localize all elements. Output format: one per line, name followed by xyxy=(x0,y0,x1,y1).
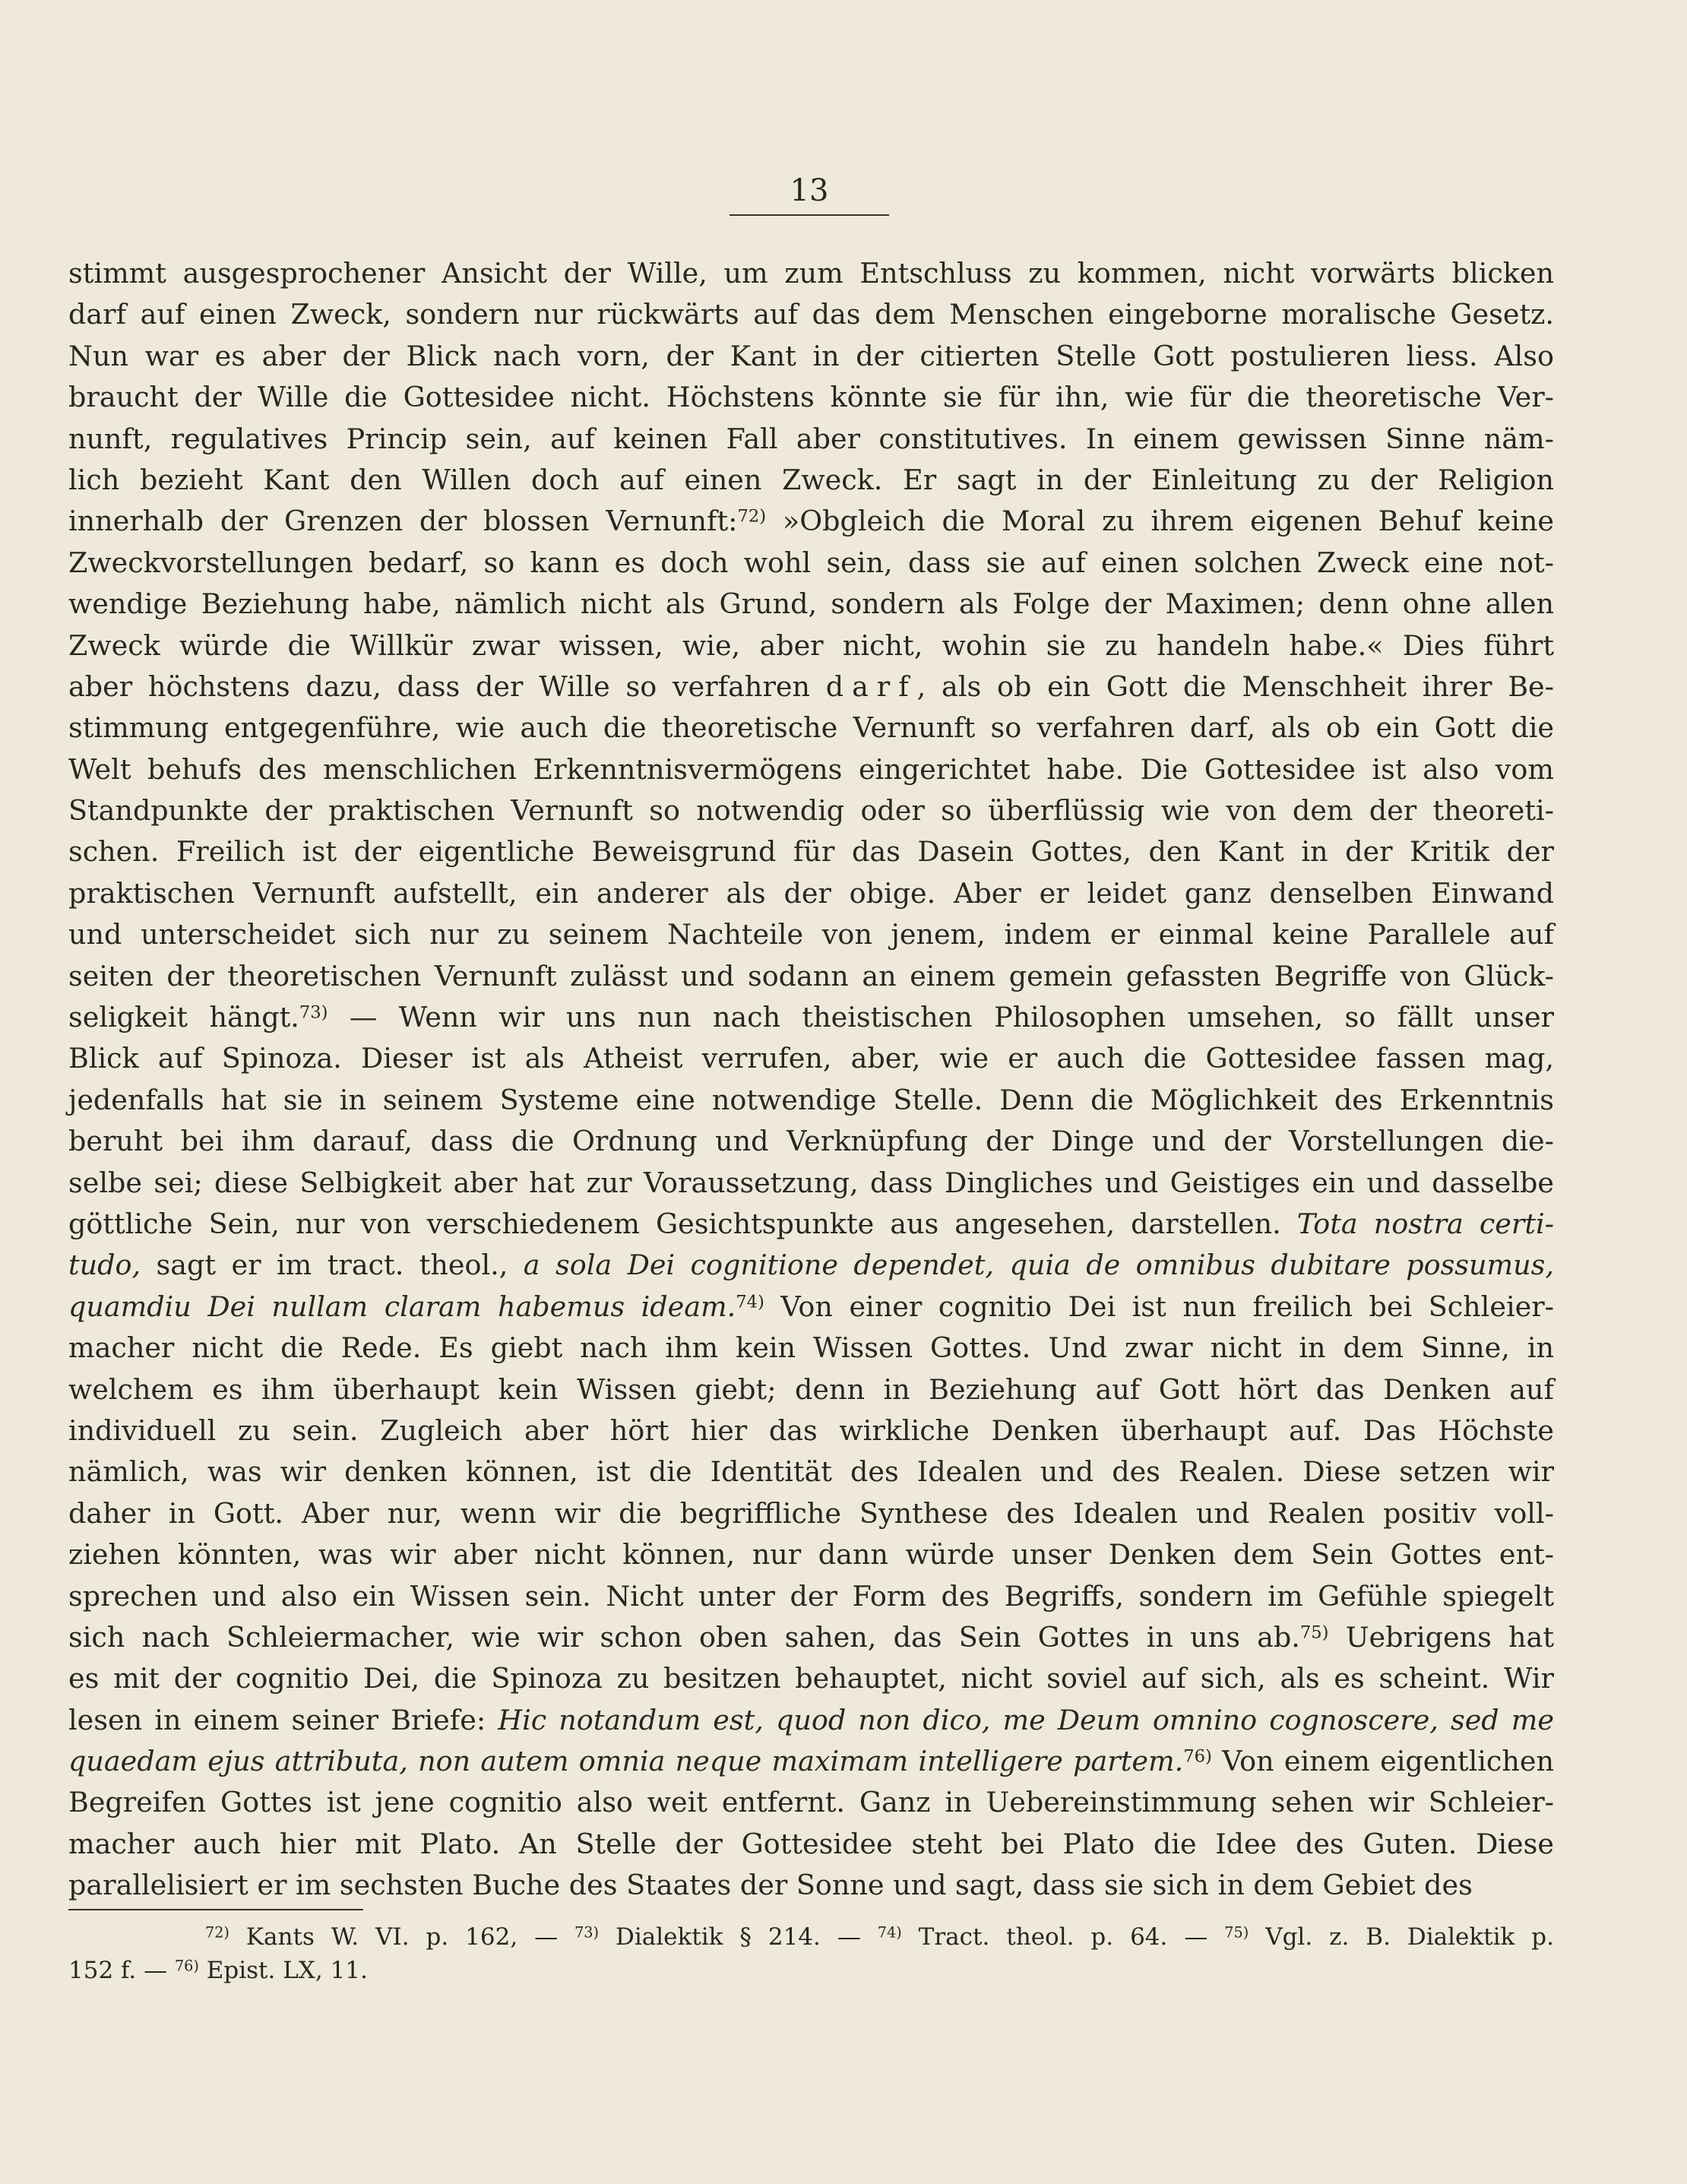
text-run: Standpunkte der praktischen Vernunft so notwendig oder so überflüssig wie von dem der theoreti- xyxy=(68,794,1554,828)
text-run: Begreifen Gottes ist jene cognitio also weit entfernt. Ganz in Uebereinstimmung sehen wir Schleier- xyxy=(68,1786,1554,1819)
text-run: Nun war es aber der Blick nach vorn, der Kant in der citierten Stelle Gott postulieren liess. Also xyxy=(68,339,1554,372)
text-line xyxy=(68,294,1554,335)
text-line xyxy=(68,253,1554,294)
text-run: göttliche Sein, nur von verschiedenem Gesichtspunkte aus angesehen, darstellen. xyxy=(68,1207,1297,1240)
text-run: Welt behufs des menschlichen Erkenntnisvermögens eingerichtet habe. Die Gottesidee ist also vom xyxy=(68,752,1554,786)
text-line xyxy=(68,1617,1554,1658)
text-line xyxy=(68,1163,1554,1204)
text-line xyxy=(68,873,1554,914)
text-run: wendige Beziehung habe, nämlich nicht als Grund, sondern als Folge der Maximen; denn ohne allen xyxy=(68,587,1554,621)
text-line xyxy=(68,1451,1554,1492)
text-run: braucht der Wille die Gottesidee nicht. Höchstens könnte sie für ihn, wie für die theoretische Ver- xyxy=(68,381,1554,414)
text-line xyxy=(68,1741,1554,1782)
text-run: sprechen und also ein Wissen sein. Nicht unter der Form des Begriffs, sondern im Gefühle spiegelt xyxy=(68,1579,1554,1613)
text-run: individuell zu sein. Zugleich aber hört hier das wirkliche Denken überhaupt auf. Das Höchste xyxy=(68,1413,1554,1447)
footnote-marker: 75) xyxy=(1224,1923,1249,1942)
text-run: aber höchstens dazu, dass der Wille so verfahren xyxy=(68,669,826,703)
footnote-rule xyxy=(68,1909,363,1910)
text-run: seligkeit hängt. xyxy=(68,1001,299,1034)
footnote-marker: 74) xyxy=(877,1923,902,1942)
footnote-text: Vgl. z. B. Dialektik p. xyxy=(1249,1923,1554,1951)
text-line xyxy=(68,1410,1554,1451)
emphasis-spaced: darf xyxy=(825,669,917,703)
text-line xyxy=(68,1245,1554,1286)
text-line xyxy=(68,625,1554,666)
footnote-reference: 72) xyxy=(737,507,767,527)
footnote-reference: 75) xyxy=(1299,1622,1329,1643)
text-run: Uebrigens hat xyxy=(1328,1620,1554,1654)
text-run: seiten der theoretischen Vernunft zulässt und sodann an einem gemein gefassten Begriffe von Glück- xyxy=(68,959,1554,992)
text-run: und unterscheidet sich nur zu seinem Nachteile von jenem, indem er einmal keine Parallele auf xyxy=(68,918,1554,951)
text-run: selbe sei; diese Selbigkeit aber hat zur Voraussetzung, dass Dingliches und Geistiges ein und dasselbe xyxy=(68,1166,1554,1199)
main-text xyxy=(68,253,1554,1907)
text-line xyxy=(68,749,1554,790)
text-run: welchem es ihm überhaupt kein Wissen giebt; denn in Beziehung auf Gott hört das Denken auf xyxy=(68,1372,1554,1406)
text-line xyxy=(68,666,1554,707)
footnote-reference: 76) xyxy=(1183,1746,1212,1767)
footnote-text: Tract. theol. p. 64. — xyxy=(901,1923,1225,1951)
text-line xyxy=(68,1658,1554,1699)
text-run: — Wenn wir uns nun nach theistischen Philosophen umsehen, so fällt unser xyxy=(328,1001,1555,1034)
text-run: darf auf einen Zweck, sondern nur rückwärts auf das dem Menschen eingeborne moralische Gesetz. xyxy=(68,298,1554,331)
text-line xyxy=(68,1824,1554,1865)
text-run: beruht bei ihm darauf, dass die Ordnung und Verknüpfung der Dinge und der Vorstellungen die- xyxy=(68,1125,1554,1158)
italic-quote: Tota nostra certi- xyxy=(1296,1207,1555,1240)
text-line xyxy=(68,377,1554,418)
text-line xyxy=(68,1121,1554,1162)
text-run: Von einer cognitio Dei ist nun freilich bei Schleier- xyxy=(764,1290,1554,1323)
text-run: Von einem eigentlichen xyxy=(1211,1745,1554,1778)
footnote-reference: 73) xyxy=(299,1002,328,1023)
page-number-rule xyxy=(730,214,889,216)
footnote-text: 152 f. — xyxy=(68,1957,175,1984)
text-run: macher nicht die Rede. Es giebt nach ihm kein Wissen Gottes. Und zwar nicht in dem Sinne, in xyxy=(68,1331,1554,1365)
italic-quote: a sola Dei cognitione dependet, quia de omnibus dubitare possumus, xyxy=(523,1249,1554,1282)
text-run: parallelisiert er im sechsten Buche des Staates der Sonne und sagt, dass sie sich in dem Gebiet des xyxy=(68,1869,1473,1902)
text-line xyxy=(68,790,1554,831)
text-line xyxy=(68,460,1554,501)
text-run: nunft, regulatives Princip sein, auf keinen Fall aber constitutives. In einem gewissen Sinne näm- xyxy=(68,422,1554,455)
text-run: , als ob ein Gott die Menschheit ihrer Be- xyxy=(916,669,1554,703)
text-run: stimmt ausgesprochener Ansicht der Wille, um zum Entschluss zu kommen, nicht vorwärts blicken xyxy=(68,257,1554,290)
text-run: es mit der cognitio Dei, die Spinoza zu besitzen behauptet, nicht soviel auf sich, als es scheint. Wir xyxy=(68,1662,1554,1695)
footnote-line xyxy=(68,1954,1554,1987)
text-run: sagt er im tract. theol., xyxy=(141,1249,524,1282)
text-line xyxy=(68,1576,1554,1617)
footnote-marker: 72) xyxy=(205,1923,229,1942)
text-run: Blick auf Spinoza. Dieser ist als Atheist verrufen, aber, wie er auch die Gottesidee fassen mag, xyxy=(68,1042,1554,1075)
text-run: innerhalb der Grenzen der blossen Vernunft: xyxy=(68,505,738,538)
text-line xyxy=(68,1287,1554,1328)
text-line xyxy=(68,831,1554,872)
text-run: daher in Gott. Aber nur, wenn wir die begriffliche Synthese des Idealen und Realen positiv voll- xyxy=(68,1496,1554,1530)
text-line xyxy=(68,1080,1554,1121)
text-run: macher auch hier mit Plato. An Stelle der Gottesidee steht bei Plato die Idee des Guten. Diese xyxy=(68,1827,1554,1860)
text-line xyxy=(68,956,1554,997)
text-run: lesen in einem seiner Briefe: xyxy=(68,1703,499,1736)
text-run: sich nach Schleiermacher, wie wir schon oben sahen, das Sein Gottes in uns ab. xyxy=(68,1620,1300,1654)
text-line xyxy=(68,584,1554,625)
italic-quote: Hic notandum est, quod non dico, me Deum omnino cognoscere, sed me xyxy=(498,1703,1554,1736)
text-run: praktischen Vernunft aufstellt, ein anderer als der obige. Aber er leidet ganz denselben Einwand xyxy=(68,876,1554,910)
footnote-reference: 74) xyxy=(736,1292,764,1312)
text-line xyxy=(68,1369,1554,1410)
text-line xyxy=(68,1328,1554,1369)
text-run: ziehen könnten, was wir aber nicht können, nur dann würde unser Denken dem Sein Gottes ent- xyxy=(68,1538,1554,1572)
footnote-text: Kants W. VI. p. 162, — xyxy=(229,1923,575,1951)
text-line xyxy=(68,419,1554,460)
footnote-line xyxy=(68,1920,1554,1954)
text-run: »Obgleich die Moral zu ihrem eigenen Behuf keine xyxy=(766,505,1555,538)
text-run: schen. Freilich ist der eigentliche Beweisgrund für das Dasein Gottes, den Kant in der Kritik der xyxy=(68,835,1554,869)
text-line xyxy=(68,1700,1554,1741)
text-run: lich bezieht Kant den Willen doch auf einen Zweck. Er sagt in der Einleitung zu der Religion xyxy=(68,463,1554,496)
text-run: stimmung entgegenführe, wie auch die theoretische Vernunft so verfahren darf, als ob ein Gott die xyxy=(68,711,1554,745)
text-line xyxy=(68,1782,1554,1823)
text-line xyxy=(68,1038,1554,1079)
text-line xyxy=(68,1534,1554,1575)
text-line xyxy=(68,1865,1554,1906)
text-line xyxy=(68,1493,1554,1534)
text-run: nämlich, was wir denken können, ist die Identität des Idealen und des Realen. Diese setzen wir xyxy=(68,1455,1554,1489)
italic-quote: quamdiu Dei nullam claram habemus ideam. xyxy=(68,1290,736,1323)
footnote-marker: 76) xyxy=(174,1957,199,1975)
italic-quote: tudo, xyxy=(68,1249,141,1282)
footnote-text: Epist. LX, 11. xyxy=(198,1957,368,1984)
text-line xyxy=(68,501,1554,542)
text-run: Zweck würde die Willkür zwar wissen, wie, aber nicht, wohin sie zu handeln habe.« Dies führt xyxy=(68,628,1554,662)
text-line xyxy=(68,914,1554,955)
text-line xyxy=(68,336,1554,377)
footnotes xyxy=(68,1920,1554,1987)
text-run: jedenfalls hat sie in seinem Systeme eine notwendige Stelle. Denn die Möglichkeit des Erkenntnis xyxy=(68,1083,1554,1116)
text-line xyxy=(68,543,1554,584)
footnote-marker: 73) xyxy=(574,1923,600,1942)
italic-quote: quaedam ejus attributa, non autem omnia neque maximam intelligere partem. xyxy=(68,1745,1184,1778)
text-line xyxy=(68,997,1554,1038)
text-line xyxy=(68,1204,1554,1245)
footnote-text: Dialektik § 214. — xyxy=(599,1923,878,1951)
page-number: 13 xyxy=(790,173,829,208)
text-line xyxy=(68,707,1554,749)
text-run: Zweckvorstellungen bedarf, so kann es doch wohl sein, dass sie auf einen solchen Zweck eine not- xyxy=(68,546,1554,579)
